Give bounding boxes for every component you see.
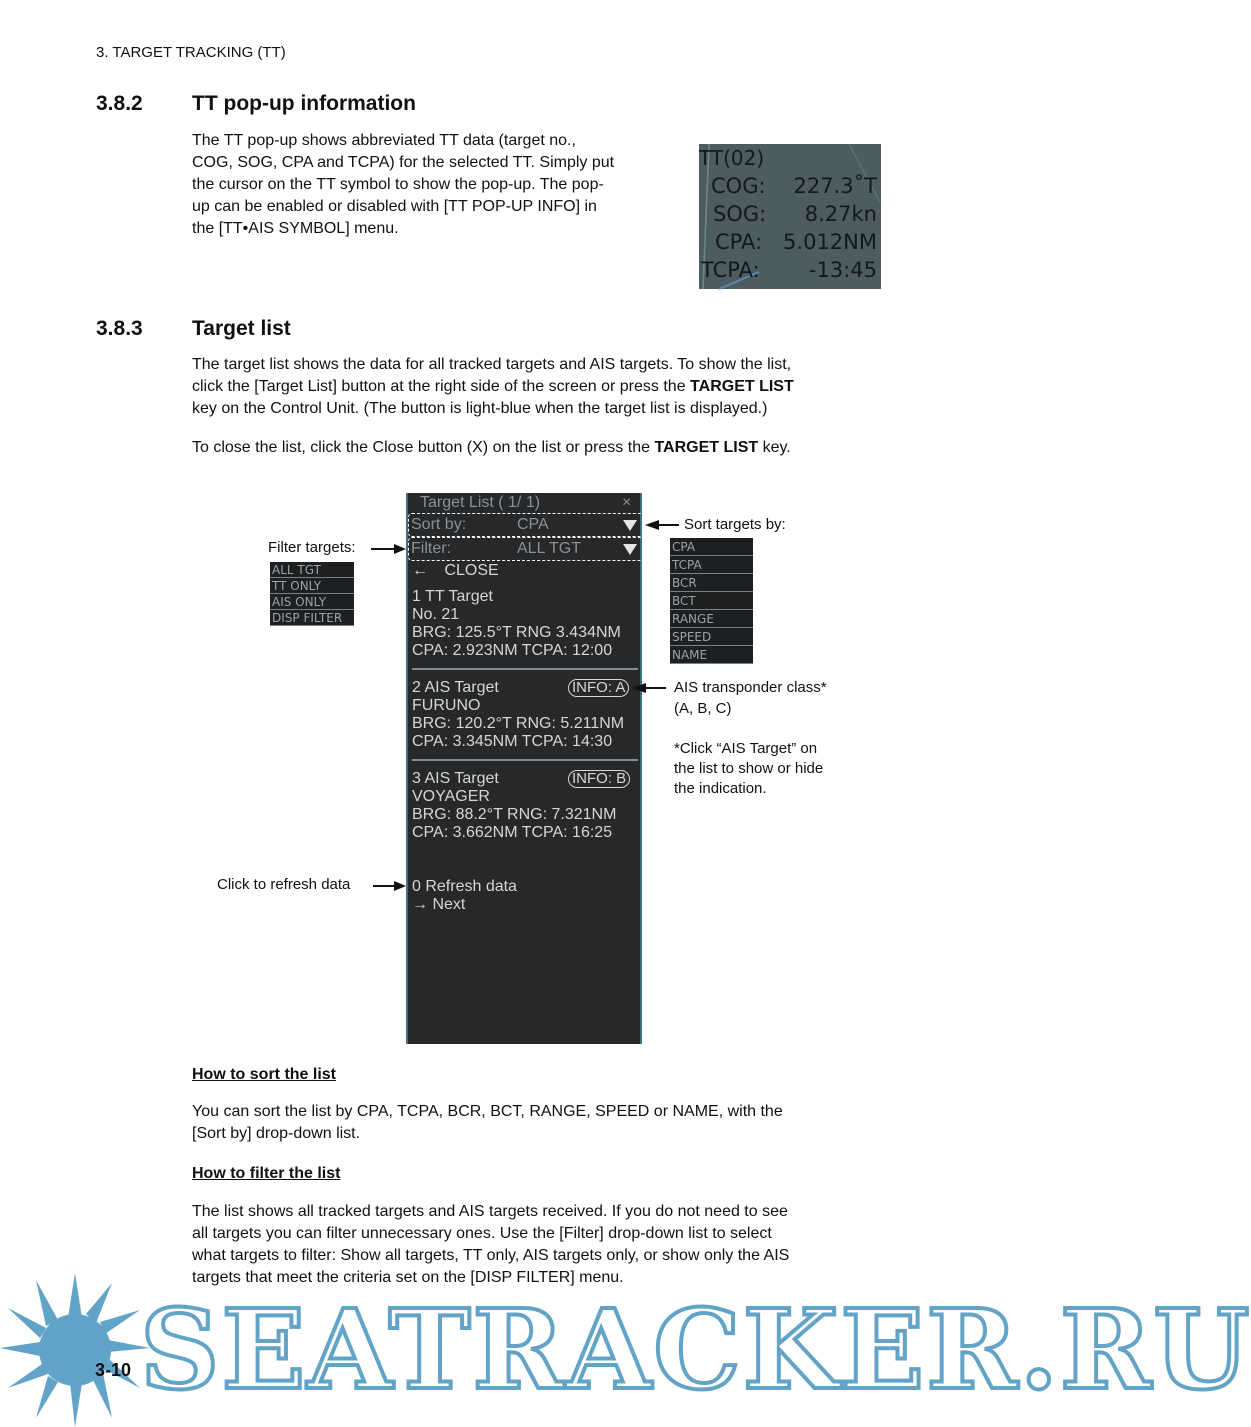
popup-label: SOG: [713,202,767,226]
popup-value: 8.27kn [804,202,877,226]
target-list-panel [406,493,642,1044]
bold-key-name: TARGET LIST [690,378,794,395]
popup-label: COG: [711,174,766,198]
arrow-right-icon [394,543,406,555]
target-item-name: VOYAGER [412,788,490,805]
ais-note-line: the list to show or hide [674,760,824,777]
section-382-text [192,130,692,240]
text-line: The list shows all tracked targets and AIS targets received. If you do not need to see [192,1203,788,1220]
sort-option: SPEED [670,628,753,646]
filter-value: ALL TGT [517,540,582,557]
how-to-filter-text [192,1201,912,1289]
filter-option: AIS ONLY [270,594,354,610]
how-to-sort-heading: How to sort the list [192,1066,336,1083]
page-number: 3-10 [95,1360,132,1380]
ais-class-label: AIS transponder class* [674,679,827,696]
sort-by-label: Sort by: [411,516,467,533]
text-span: click the [Target List] button at the right side of the screen or press the [192,378,691,395]
target-item-name: FURUNO [412,697,481,714]
refresh-data-row[interactable]: 0 Refresh data [412,878,517,895]
text-line: key on the Control Unit. (The button is light-blue when the target list is displayed.) [192,400,768,417]
sort-by-value: CPA [517,516,549,533]
target-item-header[interactable]: 2 AIS Target [412,679,499,696]
filter-options-list [270,562,354,626]
close-row[interactable] [412,562,499,580]
sort-option: BCT [670,592,753,610]
sort-option: RANGE [670,610,753,628]
text-line: the [TT•AIS SYMBOL] menu. [192,220,399,237]
section-383-paragraph-2 [192,437,912,459]
watermark-text: SEATRACKER.RU [140,1285,1251,1414]
target-item-cpa: CPA: 3.662NM TCPA: 16:25 [412,824,613,841]
section-number-382: 3.8.2 [96,92,143,115]
filter-option: DISP FILTER [270,610,354,626]
text-line: You can sort the list by CPA, TCPA, BCR, BCT, RANGE, SPEED or NAME, with the [192,1103,783,1120]
next-row[interactable]: → Next [412,896,466,913]
text-line: up can be enabled or disabled with [TT POP-UP INFO] in [192,198,597,215]
target-item-bearing: BRG: 120.2°T RNG: 5.211NM [412,715,625,732]
section-number-383: 3.8.3 [96,317,143,340]
section-title-382: TT pop-up information [192,92,416,115]
sort-option: TCPA [670,556,753,574]
sort-by-dropdown[interactable] [408,513,644,537]
sort-option: BCR [670,574,753,592]
divider [412,759,638,761]
target-list-title: Target List ( 1/ 1) [420,494,541,511]
popup-label: TCPA: [701,258,760,282]
arrow-line [644,687,666,689]
text-line: targets that meet the criteria set on the [DISP FILTER] menu. [192,1269,624,1286]
dropdown-arrow-icon [623,520,637,531]
popup-title: TT(02) [699,146,765,170]
target-item-cpa: CPA: 3.345NM TCPA: 14:30 [412,733,613,750]
sort-option: CPA [670,538,753,556]
sort-options-list [670,538,753,664]
text-span: To close the list, click the Close button (X) on the list or press the [192,439,655,456]
target-item-name: No. 21 [412,606,460,623]
target-item-bearing: BRG: 88.2°T RNG: 7.321NM [412,806,617,823]
text-line: The target list shows the data for all tracked targets and AIS targets. To show the list, [192,356,792,373]
popup-value: 227.3˚T [793,174,877,198]
filter-targets-label: Filter targets: [268,539,356,556]
arrow-right-icon [394,880,406,892]
sort-option: NAME [670,646,753,664]
close-label: CLOSE [444,562,499,579]
section-title-383: Target list [192,317,291,340]
filter-option: TT ONLY [270,578,354,594]
divider [412,668,638,670]
target-item-cpa: CPA: 2.923NM TCPA: 12:00 [412,642,613,659]
filter-label: Filter: [411,540,451,557]
arrow-line [657,524,679,526]
section-383-paragraph-1 [192,354,912,420]
filter-dropdown[interactable] [408,537,644,561]
target-item-header[interactable]: 1 TT Target [412,588,493,605]
text-line: COG, SOG, CPA and TCPA) for the selected TT. Simply put [192,154,615,171]
text-line [192,376,912,398]
text-span: key. [758,439,791,456]
running-header: 3. TARGET TRACKING (TT) [96,44,286,61]
text-line: all targets you can filter unnecessary ones. Use the [Filter] drop-down list to select [192,1225,772,1242]
text-line: [Sort by] drop-down list. [192,1125,361,1142]
text-line: The TT pop-up shows abbreviated TT data (target no., [192,132,576,149]
ais-note-line: *Click “AIS Target” on [674,740,818,757]
close-x-icon[interactable]: × [622,494,632,511]
target-item-bearing: BRG: 125.5°T RNG 3.434NM [412,624,621,641]
dropdown-arrow-icon [623,544,637,555]
popup-label: CPA: [715,230,763,254]
popup-value: -13:45 [808,258,877,282]
how-to-filter-heading: How to filter the list [192,1165,341,1182]
how-to-sort-text [192,1101,912,1145]
tt-popup-figure [699,144,881,289]
text-line: the cursor on the TT symbol to show the pop-up. The pop- [192,176,604,193]
back-arrow-icon: ← [412,562,428,579]
ais-note-line: the indication. [674,780,767,797]
ais-class-badge: INFO: B [568,770,630,788]
sort-targets-label: Sort targets by: [684,516,786,533]
sun-logo-icon [0,1268,150,1427]
refresh-annotation-label: Click to refresh data [217,876,351,893]
text-line: what targets to filter: Show all targets, TT only, AIS targets only, or show only the AIS [192,1247,790,1264]
ais-class-values: (A, B, C) [674,700,732,717]
ais-class-badge: INFO: A [568,679,629,697]
target-item-header[interactable]: 3 AIS Target [412,770,499,787]
popup-value: 5.012NM [783,230,877,254]
filter-option: ALL TGT [270,562,354,578]
bold-key-name: TARGET LIST [654,439,759,456]
